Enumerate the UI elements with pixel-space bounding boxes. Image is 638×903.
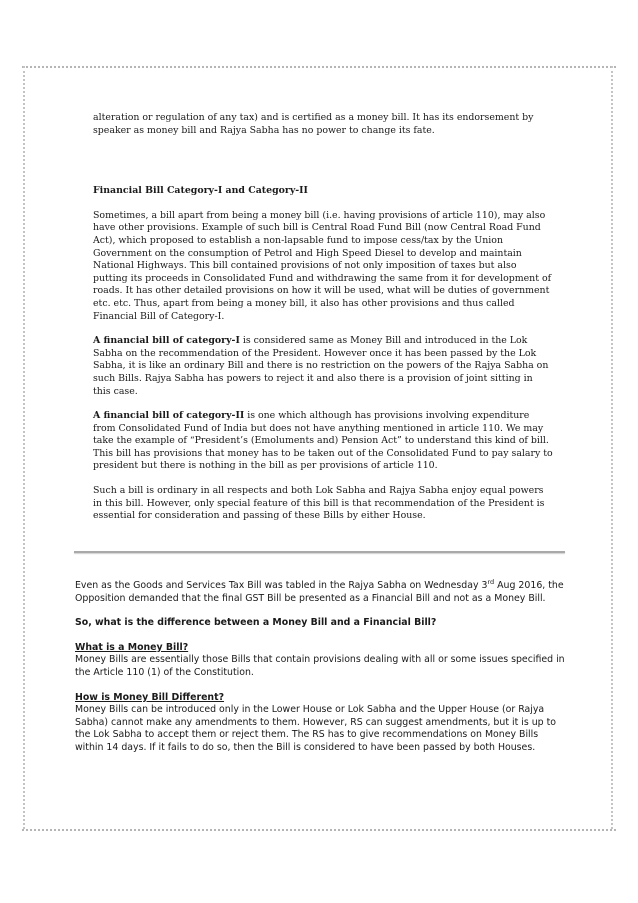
page-border-right — [611, 66, 613, 829]
category-two-term: A financial bill of category-II — [93, 410, 245, 422]
difference-subheading: How is Money Bill Different? — [75, 691, 225, 703]
money-bill-definition-text: Money Bills are essentially those Bills that contain provisions dealing with all or some issues specified in the Article 110 (1) of the Constitution. — [75, 654, 565, 678]
category-two-text: is one which although has provisions involving expenditure from Consolidated Fund of India but does not have anything mentioned in article 110. We may take the example of “President’s (Emoluments and) Pension Act” to understand this kind of bill. This bill has provisions that money has to be taken out of the Consolidated Fund to pay salary to president but there is nothing in the bill as per provisions of article 110. — [93, 410, 553, 472]
money-bill-section — [75, 577, 565, 767]
page-border-bottom — [22, 829, 616, 831]
difference-question: So, what is the difference between a Money Bill and a Financial Bill? — [75, 617, 437, 629]
gst-intro-text-b: Aug 2016, the Opposition demanded that the final GST Bill be presented as a Financial Bill and not as a Money Bill. — [75, 580, 564, 604]
category-one-paragraph — [93, 335, 553, 398]
page-border-top — [22, 66, 616, 68]
category-intro-paragraph: Sometimes, a bill apart from being a money bill (i.e. having provisions of article 110), may also have other provisions. Example of such bill is Central Road Fund Bill (now Central Road Fund Act), which proposed to establish a non-lapsable fund to impose cess/tax by the Union Government on the consumption of Petrol and High Speed Diesel to develop and maintain National Highways. This bill contained provisions of not only imposition of taxes but also putting its proceeds in Consolidated Fund and withdrawing the same from it for development of roads. It has other detailed provisions on how it will be used, what will be duties of government etc. etc. Thus, apart from being a money bill, it also has other provisions and thus called Financial Bill of Category-I. — [93, 209, 552, 322]
money-bill-difference — [75, 692, 565, 755]
gst-intro-paragraph — [75, 577, 565, 605]
section-heading: Financial Bill Category-I and Category-II — [93, 185, 308, 197]
continued-paragraph: alteration or regulation of any tax) and is certified as a money bill. It has its endorsement by speaker as money bill and Rajya Sabha has no power to change its fate. — [93, 112, 534, 136]
money-bill-definition — [75, 642, 565, 680]
category-two-paragraph — [93, 410, 553, 473]
difference-text: Money Bills can be introduced only in the Lower House or Lok Sabha and the Upper House (or Rajya Sabha) cannot make any amendments to them. However, RS can suggest amendments, but it is up to the Lok Sabha to accept them or reject them. The RS has to give recommendations on Money Bills within 14 days. If it fails to do so, then the Bill is considered to have been passed by both Houses. — [75, 704, 556, 753]
gst-intro-text-a: Even as the Goods and Services Tax Bill was tabled in the Rajya Sabha on Wednesday 3 — [75, 580, 488, 591]
page-border-left — [23, 66, 25, 829]
financial-bill-section — [93, 112, 553, 535]
ordinary-bill-paragraph: Such a bill is ordinary in all respects and both Lok Sabha and Rajya Sabha enjoy equal powers in this bill. However, only special feature of this bill is that recommendation of the President is essential for consideration and passing of these Bills by either House. — [93, 485, 545, 522]
category-one-term: A financial bill of category-I — [93, 335, 240, 347]
category-one-text: is considered same as Money Bill and introduced in the Lok Sabha on the recommendation of the President. However once it has been passed by the Lok Sabha, it is like an ordinary Bill and there is no restriction on the powers of the Rajya Sabha on such Bills. Rajya Sabha has powers to reject it and also there is a provision of joint sitting in this case. — [93, 335, 549, 397]
money-bill-subheading: What is a Money Bill? — [75, 641, 189, 653]
date-ordinal: rd — [487, 577, 495, 586]
section-divider — [74, 551, 565, 553]
